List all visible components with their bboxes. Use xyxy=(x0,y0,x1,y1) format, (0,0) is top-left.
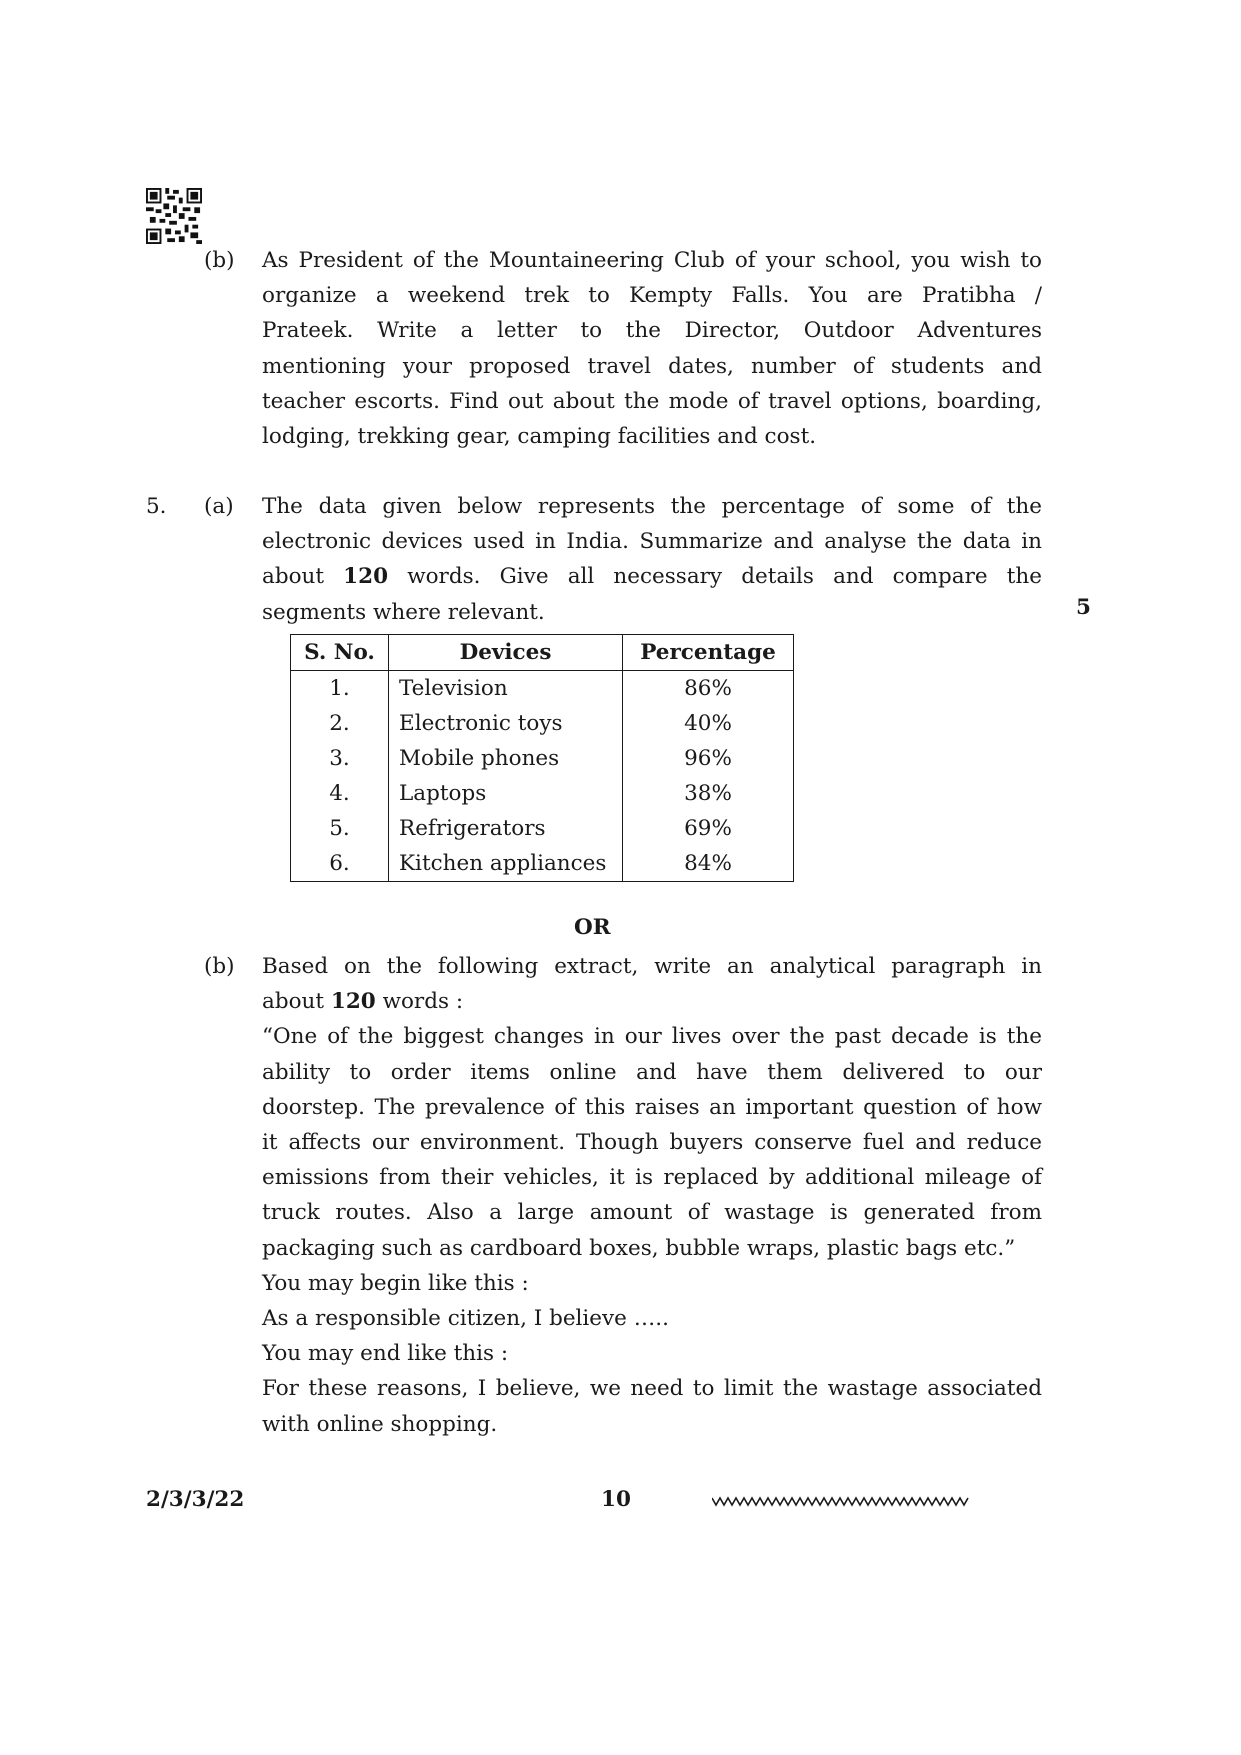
cell-device: Refrigerators xyxy=(389,811,623,846)
text-run: words. Give all necessary details and compare the xyxy=(388,564,1042,590)
text-run: about xyxy=(262,564,344,590)
question-5a-line: The data given below represents the percentage of some of the xyxy=(262,494,1042,519)
extract-line: it affects our environment. Though buyers conserve fuel and reduce xyxy=(262,1130,1042,1156)
question-4b-line: As President of the Mountaineering Club of your school, you wish to xyxy=(262,248,1042,273)
devices-table xyxy=(290,634,794,882)
begin-prompt: You may begin like this : xyxy=(262,1270,529,1296)
end-text-line: For these reasons, I believe, we need to limit the wastage associated xyxy=(262,1376,1042,1402)
question-5b-line: Based on the following extract, write an analytical paragraph in xyxy=(262,954,1042,979)
question-5a-line: electronic devices used in India. Summarize and analyse the data in xyxy=(262,529,1042,555)
table-row xyxy=(291,846,794,882)
word-count-bold: 120 xyxy=(343,564,389,590)
header-devices: Devices xyxy=(389,635,623,671)
table-row xyxy=(291,811,794,846)
footer-paper-code: 2/3/3/22 xyxy=(146,1487,245,1512)
cell-device: Laptops xyxy=(389,776,623,811)
header-percentage: Percentage xyxy=(623,635,794,671)
or-heading: OR xyxy=(574,915,611,940)
question-5a-line: segments where relevant. xyxy=(262,599,545,625)
cell-sno: 2. xyxy=(291,706,389,741)
question-5-number: 5. xyxy=(146,494,167,519)
extract-line: ability to order items online and have them delivered to our xyxy=(262,1059,1042,1085)
text-run: words : xyxy=(375,989,464,1015)
question-4b-line: organize a weekend trek to Kempty Falls. You are Pratibha / xyxy=(262,283,1042,309)
extract-line: “One of the biggest changes in our lives over the past decade is the xyxy=(262,1024,1042,1050)
question-4b-line: Prateek. Write a letter to the Director, Outdoor Adventures xyxy=(262,318,1042,344)
end-prompt: You may end like this : xyxy=(262,1341,509,1367)
question-5a-line xyxy=(262,559,1042,594)
question-5a-text xyxy=(262,489,1042,630)
question-4b-line: teacher escorts. Find out about the mode of travel options, boarding, xyxy=(262,388,1042,414)
table-header-row xyxy=(291,635,794,671)
table-row xyxy=(291,671,794,707)
cell-percentage: 96% xyxy=(623,741,794,776)
extract-line: emissions from their vehicles, it is replaced by additional mileage of xyxy=(262,1165,1042,1191)
table-row xyxy=(291,776,794,811)
cell-device: Kitchen appliances xyxy=(389,846,623,882)
question-4b-line: mentioning your proposed travel dates, number of students and xyxy=(262,353,1042,379)
cell-device: Television xyxy=(389,671,623,707)
cell-percentage: 86% xyxy=(623,671,794,707)
extract-line: doorstep. The prevalence of this raises an important question of how xyxy=(262,1094,1042,1120)
cell-device: Mobile phones xyxy=(389,741,623,776)
cell-sno: 3. xyxy=(291,741,389,776)
question-4b-text xyxy=(262,243,1042,454)
text-run: about xyxy=(262,989,331,1015)
cell-percentage: 69% xyxy=(623,811,794,846)
cell-sno: 1. xyxy=(291,671,389,707)
zigzag-ornament-icon xyxy=(712,1494,970,1508)
question-5b-text xyxy=(262,949,1042,1442)
cell-percentage: 40% xyxy=(623,706,794,741)
table-row xyxy=(291,706,794,741)
cell-device: Electronic toys xyxy=(389,706,623,741)
cell-percentage: 38% xyxy=(623,776,794,811)
footer-page-number: 10 xyxy=(601,1487,631,1512)
question-5b-label: (b) xyxy=(204,954,235,979)
cell-sno: 4. xyxy=(291,776,389,811)
question-5a-label: (a) xyxy=(204,494,234,519)
qr-code-icon xyxy=(146,188,202,244)
question-4b-label: (b) xyxy=(204,248,235,273)
end-text-line: with online shopping. xyxy=(262,1411,498,1437)
cell-percentage: 84% xyxy=(623,846,794,882)
question-4b-line: lodging, trekking gear, camping facilities and cost. xyxy=(262,424,817,450)
cell-sno: 5. xyxy=(291,811,389,846)
extract-line: packaging such as cardboard boxes, bubble wraps, plastic bags etc.” xyxy=(262,1235,1016,1261)
cell-sno: 6. xyxy=(291,846,389,882)
word-count-bold: 120 xyxy=(330,989,376,1015)
table-row xyxy=(291,741,794,776)
begin-text: As a responsible citizen, I believe ….. xyxy=(262,1306,669,1332)
question-5b-line xyxy=(262,984,1042,1019)
extract-line: truck routes. Also a large amount of wastage is generated from xyxy=(262,1200,1042,1226)
header-sno: S. No. xyxy=(291,635,389,671)
marks-label: 5 xyxy=(1076,595,1091,620)
